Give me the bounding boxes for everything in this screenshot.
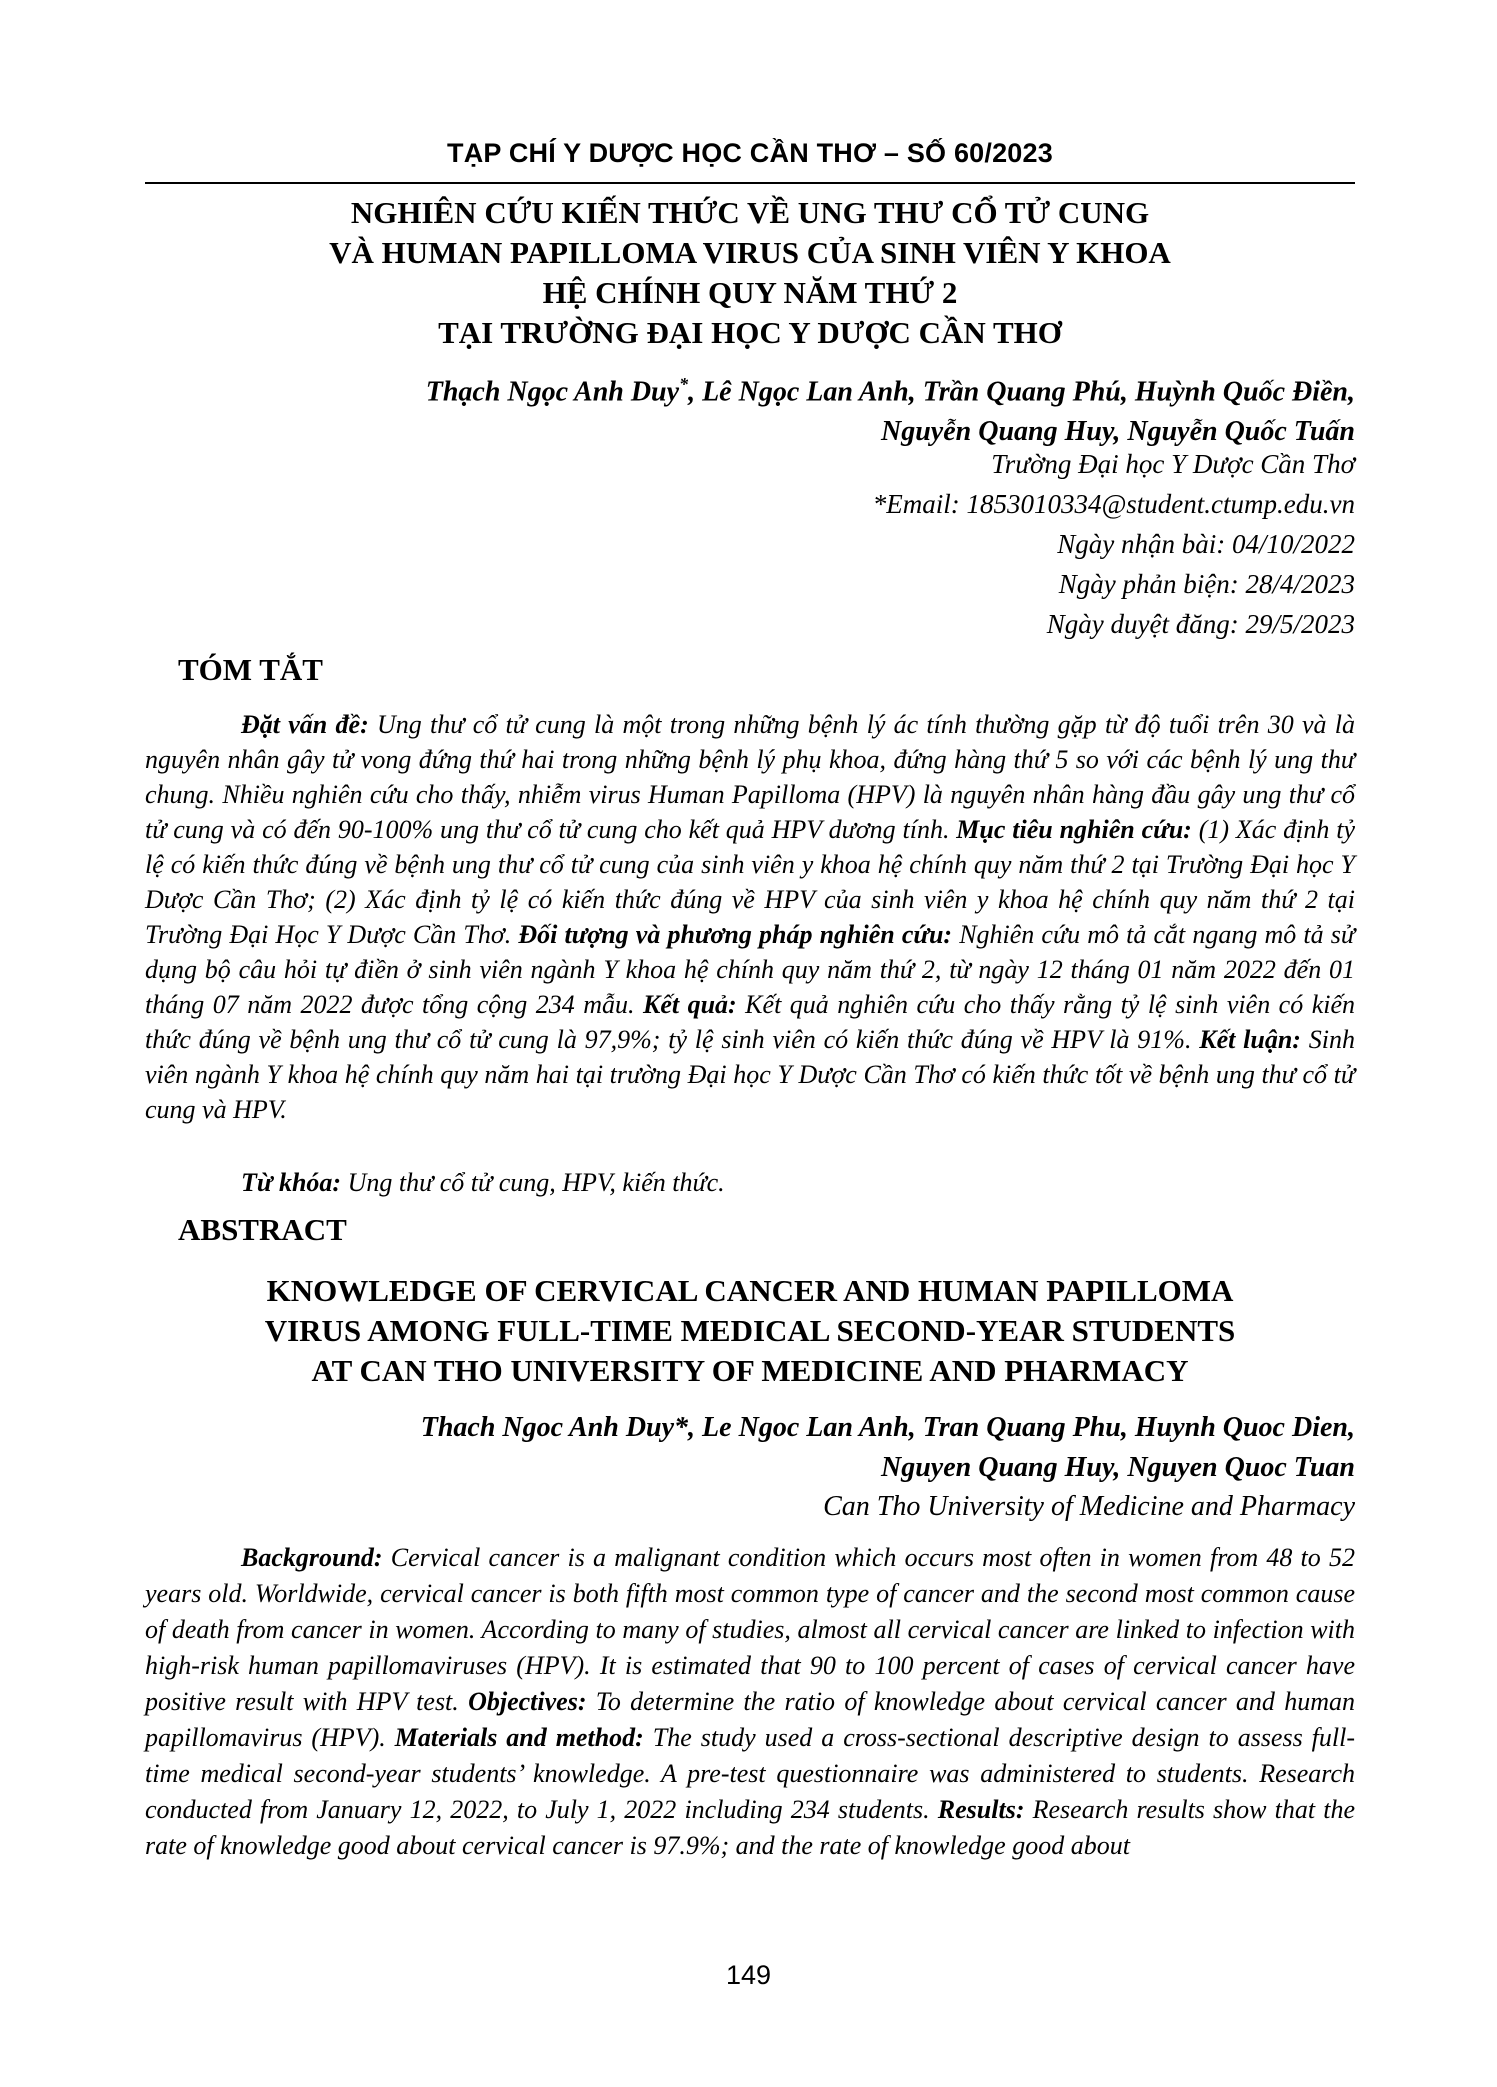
abstract-label: Mục tiêu nghiên cứu: [956,815,1192,844]
abstract-text: The study used a cross-sectional descriptive design to assess full-time medical second-year students’ knowledge. A pre-test questionnaire was administered to students. Research conducted from January 12, 2022, to July 1, 2022 including 234 students. [145,1723,1356,1824]
corresponding-mark: * [679,374,689,394]
abstract-label: Kết luận: [1199,1025,1301,1054]
abstract-text: Ung thư cổ tử cung là một trong những bệnh lý ác tính thường gặp từ độ tuổi trên 30 và là nguyên nhân gây tử vong đứng thứ hai trong những bệnh lý phụ khoa, đứng hàng thứ 5 so với các bệnh lý ung thư chung. Nhiều nghiên cứu cho thấy, nhiễm virus Human Papilloma (HPV) là nguyên nhân hàng đầu gây ung thư cổ tử cung và có đến 90-100% ung thư cổ tử cung cho kết quả HPV dương tính. [145,710,1356,844]
title-en-line: VIRUS AMONG FULL-TIME MEDICAL SECOND-YEAR STUDENTS [264,1313,1236,1348]
author-corresponding: Thạch Ngọc Anh Duy [425,376,680,408]
affiliation-en: Can Tho University of Medicine and Pharmacy [823,1491,1355,1522]
abstract-label: Đối tượng và phương pháp nghiên cứu: [518,920,953,949]
title-vi-line: NGHIÊN CỨU KIẾN THỨC VỀ UNG THƯ CỔ TỬ CUNG [350,195,1150,230]
abstract-label: Results: [937,1795,1025,1824]
authors-en [421,1408,1355,1488]
abstract-text: (1) Xác định tỷ lệ có kiến thức đúng về bệnh ung thư cổ tử cung của sinh viên y khoa hệ chính quy năm thứ 2 tại Trường Đại học Y Dược Cần Thơ; (2) Xác định tỷ lệ có kiến thức đúng về HPV của sinh viên y khoa hệ chính quy năm thứ 2 tại Trường Đại Học Y Dược Cần Thơ. [145,815,1355,949]
abstract-label: Đặt vấn đề: [241,710,369,739]
abstract-text: Kết quả nghiên cứu cho thấy rằng tỷ lệ sinh viên có kiến thức đúng về bệnh ung thư cổ tử cung là 97,9%; tỷ lệ sinh viên có kiến thức đúng về HPV là 91%. [145,990,1356,1054]
abstract-text: Sinh viên ngành Y khoa hệ chính quy năm hai tại trường Đại học Y Dược Cần Thơ có kiến thức tốt về bệnh ung thư cổ tử cung và HPV. [145,1025,1355,1124]
title-vi-line: HỆ CHÍNH QUY NĂM THỨ 2 [542,275,958,310]
abstract-en [145,1540,1355,1864]
date-received: Ngày nhận bài: 04/10/2022 [1057,529,1355,559]
authors-vi-line [426,364,1355,412]
section-heading-tomtat: TÓM TẮT [178,652,323,687]
authors-vi-line: Nguyễn Quang Huy, Nguyễn Quốc Tuấn [881,416,1355,448]
abstract-text: Research results show that the rate of knowledge good about cervical cancer is 97.9%; and the rate of knowledge good about [145,1795,1355,1860]
section-heading-abstract: ABSTRACT [178,1212,347,1247]
abstract-en-paragraph [145,1540,1355,1864]
abstract-label: Background: [241,1543,383,1572]
email-line: *Email: 1853010334@student.ctump.edu.vn [872,489,1355,519]
abstract-label: Objectives: [468,1687,587,1716]
article-title-en [145,1271,1355,1391]
title-vi-line: TẠI TRƯỜNG ĐẠI HỌC Y DƯỢC CẦN THƠ [438,315,1062,350]
title-en-line: KNOWLEDGE OF CERVICAL CANCER AND HUMAN PAPILLOMA [266,1273,1234,1308]
title-en-line: AT CAN THO UNIVERSITY OF MEDICINE AND PHARMACY [311,1353,1189,1388]
authors-en-line: Thach Ngoc Anh Duy*, Le Ngoc Lan Anh, Tran Quang Phu, Huynh Quoc Dien, [420,1412,1355,1443]
title-vi-line: VÀ HUMAN PAPILLOMA VIRUS CỦA SINH VIÊN Y KHOA [329,235,1171,270]
authors-en-line: Nguyen Quang Huy, Nguyen Quoc Tuan [881,1452,1355,1483]
date-reviewed: Ngày phản biện: 28/4/2023 [1058,569,1355,599]
affiliation-vi: Trường Đại học Y Dược Cần Thơ [991,449,1355,479]
page-number: 149 [725,1960,772,1990]
keywords-vi [145,1165,1355,1200]
abstract-vi-paragraph [145,707,1355,1127]
keywords-label: Từ khóa: [241,1168,342,1197]
affiliation-block-vi [873,444,1355,644]
date-accepted: Ngày duyệt đăng: 29/5/2023 [1046,609,1355,639]
abstract-label: Kết quả: [642,990,737,1019]
abstract-text: Cervical cancer is a malignant condition which occurs most often in women from 48 to 52 years old. Worldwide, cervical cancer is both fifth most common type of cancer and the second most common cause of death from cancer in women. According to many of studies, almost all cervical cancer are linked to infection with high-risk human papillomaviruses (HPV). It is estimated that 90 to 100 percent of cases of cervical cancer have positive result with HPV test. [145,1543,1355,1716]
header-divider [145,182,1355,184]
journal-header: TẠP CHÍ Y DƯỢC HỌC CẦN THƠ – SỐ 60/2023 [447,138,1053,168]
abstract-label: Materials and method: [394,1723,644,1752]
authors-vi [426,364,1355,452]
abstract-text: Nghiên cứu mô tả cắt ngang mô tả sử dụng bộ câu hỏi tự điền ở sinh viên ngành Y khoa hệ chính quy năm thứ 2, từ ngày 12 tháng 01 năm 2022 đến 01 tháng 07 năm 2022 được tổng cộng 234 mẫu. [145,920,1356,1019]
abstract-vi [145,707,1355,1127]
article-title-vi [145,193,1355,353]
keywords-text: Ung thư cổ tử cung, HPV, kiến thức. [341,1168,725,1197]
authors-vi-rest: , Lê Ngọc Lan Anh, Trần Quang Phú, Huỳnh Quốc Điền, [688,376,1355,408]
abstract-text: To determine the ratio of knowledge about cervical cancer and human papillomavirus (HPV). [145,1687,1355,1752]
